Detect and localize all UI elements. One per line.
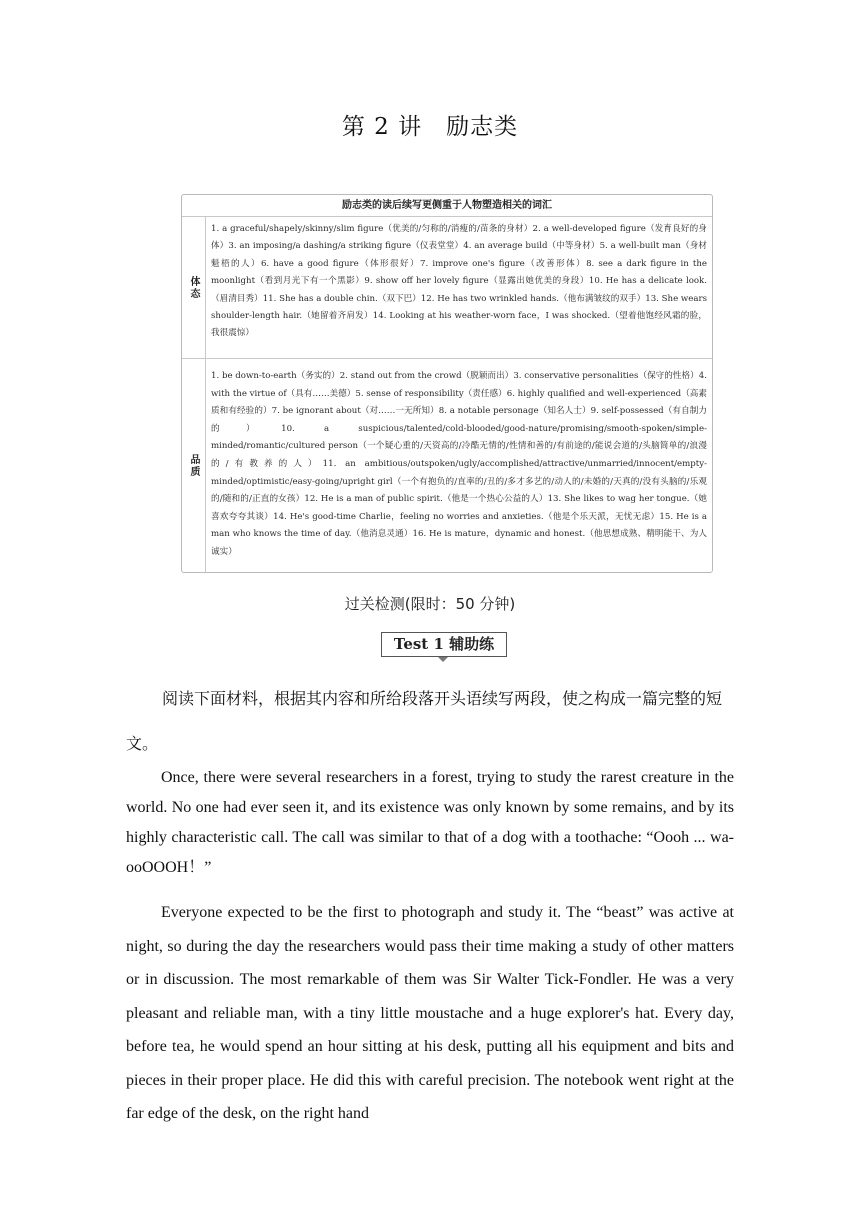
section-title: 过关检测(限时：50 分钟) — [344, 595, 516, 613]
row-text-quality: 1. be down-to-earth（务实的）2. stand out from the crowd（脱颖而出）3. conservative personalities（保守的性格）4. with the virtue of（具有……美德）5. sense of responsibility（责任感）6. highly qualified and well-experienced（高素质和有经验的）7. be ignorant about（对……一无所知）8. a notable personage（知名人士）9. self-possessed（有自制力的）10. a suspicious/talented/cold-blooded/good-nature/promising/smooth-spoken/simple-minded/romantic/cultured person（一个疑心重的/天资高的/冷酷无情的/性情和善的/有前途的/能说会道的/头脑简单的/浪漫的/有教养的人）11. an ambitious/outspoken/ugly/accomplished/attractive/unmarried/innocent/empty-minded/optimistic/easy-going/upright girl（一个有抱负的/直率的/丑的/多才多艺的/动人的/未婚的/天真的/没有头脑的/乐观的/随和的/正直的女孩）12. He is a man of public spirit.（他是一个热心公益的人）13. She likes to wag her tongue.（她喜欢夸夸其谈）14. He's good-time Charlie，feeling no worries and anxieties.（他是个乐天派，无忧无虑）15. He is a man who knows the time of day.（他消息灵通）16. He is mature，dynamic and honest.（他思想成熟、精明能干、为人诚实） — [211, 371, 707, 557]
page-title: 第 2 讲 励志类 — [341, 114, 519, 140]
vocabulary-row-appearance — [182, 217, 712, 359]
vocabulary-table-header: 励志类的读后续写更侧重于人物塑造相关的词汇 — [182, 195, 712, 217]
vocabulary-row-quality — [182, 359, 712, 573]
instruction-text: 阅读下面材料，根据其内容和所给段落开头语续写两段，使之构成一篇完整的短文。 — [126, 689, 723, 753]
badge-pointer-icon — [438, 657, 448, 662]
row-label-appearance: 体态 — [182, 217, 206, 358]
row-text-appearance: 1. a graceful/shapely/skinny/slim figure（优美的/匀称的/消瘦的/苗条的身材）2. a well-developed figure（发育良好的身体）3. an imposing/a dashing/a striking figure（仪表堂堂）4. an average build（中等身材）5. a well-built man（身材魁梧的人）6. have a good figure（体形很好）7. improve one's figure（改善形体）8. see a dark figure in the moonlight（看到月光下有一个黑影）9. show off her lovely figure（显露出她优美的身段）10. He has a delicate look.（眉清目秀）11. She has a double chin.（双下巴）12. He has two wrinkled hands.（他布满皱纹的双手）13. She wears shoulder-length hair.（她留着齐肩发）14. Looking at his weather-worn face，I was shocked.（望着他饱经风霜的脸，我很震惊） — [211, 224, 707, 339]
story-paragraph-2: Everyone expected to be the first to photograph and study it. The “beast” was active at night, so during the day the researchers would pass their time making a study of other matters or in discussion. The most remarkable of them was Sir Walter Tick-Fondler. He was a very pleasant and reliable man, with a tiny little moustache and a huge explorer's hat. Every day, before tea, he would spend an hour sitting at his desk, putting all his equipment and bits and pieces in their proper place. He did this with careful precision. The notebook went right at the far edge of the desk, on the right hand — [126, 904, 734, 1122]
vocabulary-table — [181, 194, 713, 573]
story-paragraph-1: Once, there were several researchers in a forest, trying to study the rarest creature in the world. No one had ever seen it, and its existence was only known by some remains, and by its highly characteristic call. The call was similar to that of a dog with a toothache: “Oooh ... wa-ooOOOH！” — [126, 769, 734, 876]
row-label-quality: 品质 — [182, 359, 206, 573]
test-badge: Test 1 辅助练 — [381, 632, 507, 657]
